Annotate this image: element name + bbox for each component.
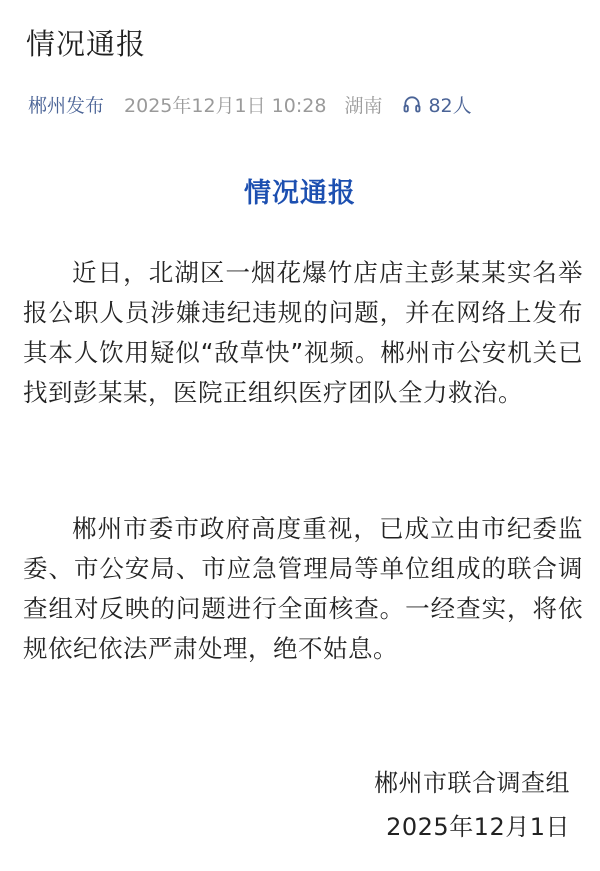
notice-paragraph: 近日，北湖区一烟花爆竹店店主彭某某实名举报公职人员涉嫌违纪违规的问题，并在网络上发布其本人饮用疑似“敌草快”视频。郴州市公安机关已找到彭某某，医院正组织医疗团队全力救治。 [23, 258, 583, 407]
signature-date: 2025年12月1日 [386, 813, 570, 841]
publish-datetime: 2025年12月1日 10:28 [124, 94, 327, 117]
signature-organization: 郴州市联合调查组 [374, 769, 570, 797]
notice-paragraph: 郴州市委市政府高度重视，已成立由市纪委监委、市公安局、市应急管理局等单位组成的联合调查组对反映的问题进行全面核查。一经查实，将依规依纪依法严肃处理，绝不姑息。 [23, 514, 583, 663]
article-title: 情况通报 [26, 27, 147, 61]
headphones-icon [402, 94, 422, 114]
notice-heading: 情况通报 [244, 178, 356, 209]
listen-button[interactable] [402, 91, 471, 118]
listen-count: 82人 [428, 94, 472, 117]
article-meta [28, 89, 472, 119]
account-name-link[interactable]: 郴州发布 [28, 94, 105, 117]
publish-location: 湖南 [344, 94, 383, 117]
